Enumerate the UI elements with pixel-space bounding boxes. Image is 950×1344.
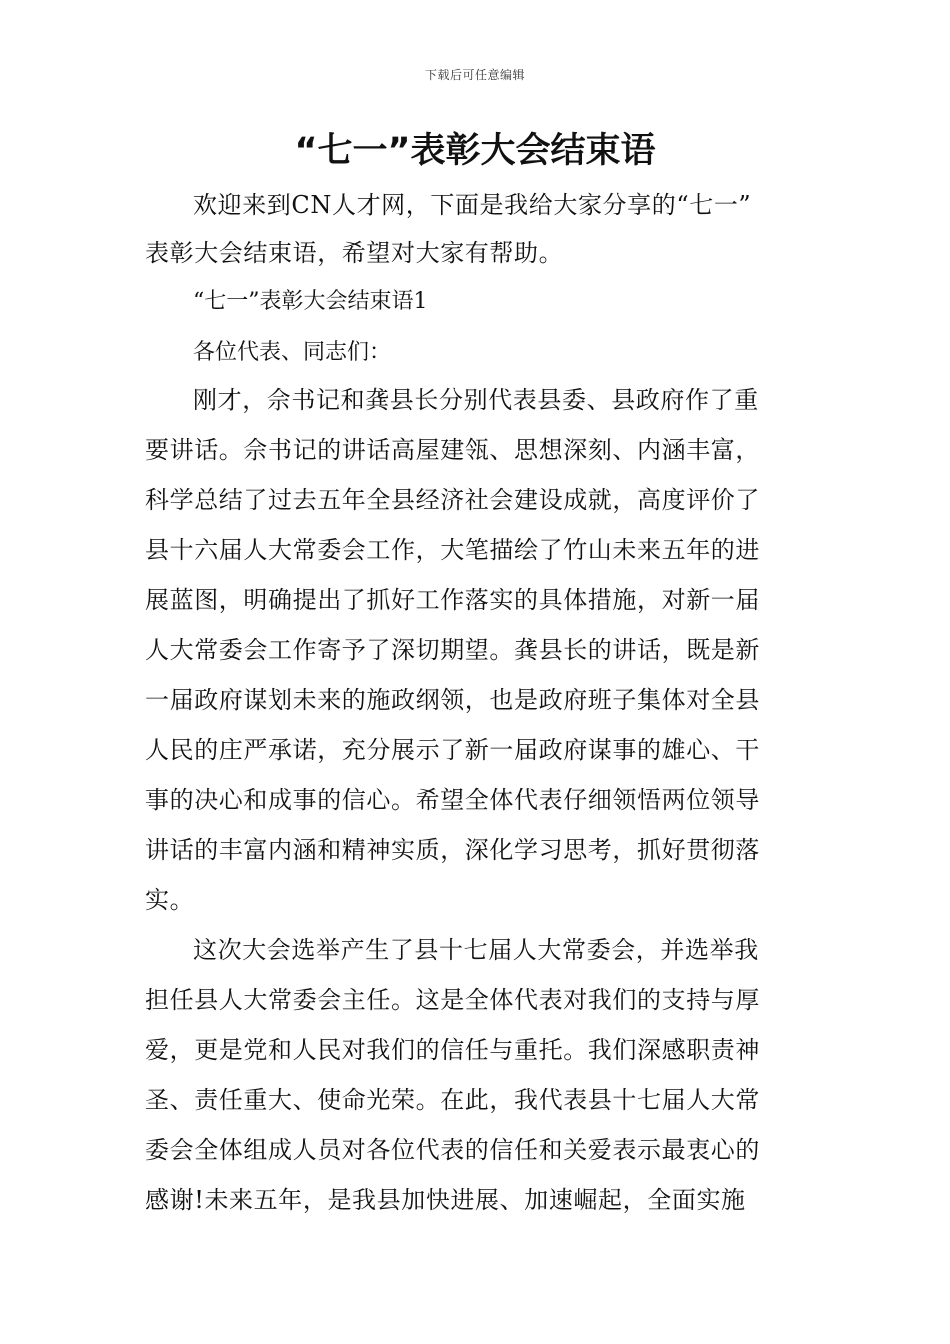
text-line: “七一”表彰大会结束语1 <box>193 289 428 314</box>
text-line: 一届政府谋划未来的施政纲领，也是政府班子集体对全县 <box>145 686 760 714</box>
text-line: 人大常委会工作寄予了深切期望。龚县长的讲话，既是新 <box>145 636 760 664</box>
text-line: 刚才，佘书记和龚县长分别代表县委、县政府作了重 <box>193 386 759 414</box>
text-line: 人民的庄严承诺，充分展示了新一届政府谋事的雄心、干 <box>145 736 760 764</box>
text-line: 欢迎来到CN人才网，下面是我给大家分享的“七一” <box>193 191 752 219</box>
text-line: 县十六届人大常委会工作，大笔描绘了竹山未来五年的进 <box>145 536 760 564</box>
text-line: 感谢!未来五年，是我县加快进展、加速崛起，全面实施 <box>145 1186 746 1214</box>
text-line: 展蓝图，明确提出了抓好工作落实的具体措施，对新一届 <box>145 586 760 614</box>
text-line: 各位代表、同志们： <box>193 340 392 365</box>
text-line: 实。 <box>145 886 195 914</box>
text-line: 这次大会选举产生了县十七届人大常委会，并选举我 <box>193 936 759 964</box>
text-line: 表彰大会结束语，希望对大家有帮助。 <box>145 239 564 267</box>
text-line: 要讲话。佘书记的讲话高屋建瓴、思想深刻、内涵丰富， <box>145 436 760 464</box>
text-line: 科学总结了过去五年全县经济社会建设成就，高度评价了 <box>145 486 760 514</box>
text-line: 讲话的丰富内涵和精神实质，深化学习思考，抓好贯彻落 <box>145 836 760 864</box>
text-line: 委会全体组成人员对各位代表的信任和关爱表示最衷心的 <box>145 1136 760 1164</box>
header-note: 下载后可任意编辑 <box>424 68 525 82</box>
text-line: 爱，更是党和人民对我们的信任与重托。我们深感职责神 <box>145 1036 760 1064</box>
text-line: 圣、责任重大、使命光荣。在此，我代表县十七届人大常 <box>145 1086 760 1114</box>
document-title: “七一”表彰大会结束语 <box>294 131 656 171</box>
text-line: 事的决心和成事的信心。希望全体代表仔细领悟两位领导 <box>145 786 760 814</box>
text-line: 担任县人大常委会主任。这是全体代表对我们的支持与厚 <box>145 986 760 1014</box>
